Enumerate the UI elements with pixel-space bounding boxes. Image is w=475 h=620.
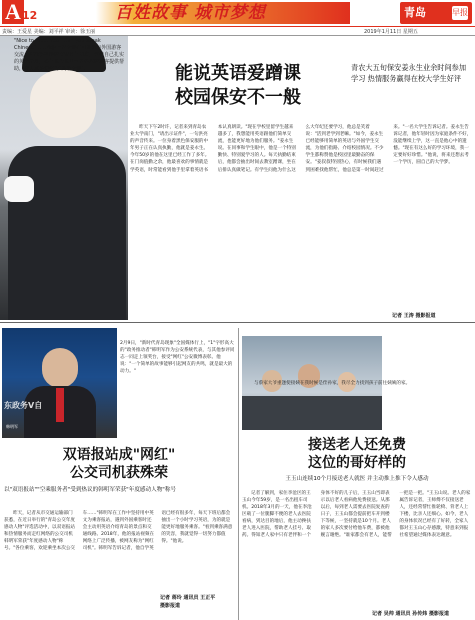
story2-byline-photo: 摄影报道 <box>160 603 181 609</box>
story2-headline <box>4 446 234 482</box>
logo-sub: 早报 <box>452 6 468 20</box>
glove-shape <box>4 176 34 202</box>
section-banner <box>40 2 350 24</box>
header-rule <box>0 26 475 27</box>
story3-body: 记者了解到，家住李沧区的王玉山今年59岁，是一名出租车司机。2018年3月的一天，他在李沧区载了一位腿脚不便的老人去医院看病，到达目的地后，他主动搀扶老人进入医院，帮助老人挂号、取药。得知老人家中只有老伴和一个身体不好的儿子后，王玉山当即表示以后老人看病他免费接送。从那以后，每到老人需要去医院复查的日子，王玉山都会提前把车开到楼下等候，一坚持就是10个月。老人的家人多次要付给他车费，都被他婉言谢绝。"谁家都会有老人，能帮一把是一把。"王玉山说。老人的家属告诉记者，王师傅不仅接送老人，还经常帮忙推轮椅、背老人上下楼，比亲人还细心。如今，老人的身体状况已经有了好转，全家人都对王玉山心存感激，特意来到报社希望通过媒体表达谢意。 <box>242 491 471 538</box>
section-divider <box>0 322 475 323</box>
logo-text: 青岛 <box>404 6 426 19</box>
story2-headline-line1: 双语报站成"网红" <box>62 447 176 463</box>
story3-byline: 记者 吴帅 通讯员 孙传炜 摄影报道 <box>372 611 449 617</box>
story1-body: 昨天下午2时许，记者来到青岛农业大学南门，"请出示证件"，一句洪亮的声音传来。一位身着黑色保安服的中年男子正在认真执勤，他就是姜永生。今年50岁的他在这里已经工作了多年。在门岗值勤之余，他最喜欢的事情就是学英语，时常能看到他手里拿着英语书本认真朗读。"现在学校里留学生越来越多了，我想能用英语跟他们简单交流，也能更好地为他们服务。"姜永生说。在同事和学生眼中，他是一个特别勤快、特别爱学习的人。每天执勤结束后，他都会抽出时间去教室蹭课，坐在后排认真做笔记。有学生问他为什么这么大年纪还要学习，他总是笑着说："活到老学到老嘛。"如今，姜永生已经能够用简单的英语与外国学生交流，为他们指路、介绍校园情况。不少学生都称赞他是校园里最勤奋的保安。"姜叔叔特别热心，有时候我们遇到困难找他帮忙，他总是第一时间赶过来。"一名大学生告诉记者。姜永生告诉记者，他年轻时因为家庭条件不好，没能继续上学，这一直是他心中的遗憾。"现在有这么好的学习环境，我一定要好好珍惜。"他说，将来还想去考一个学历，圆自己的大学梦。 <box>130 125 472 173</box>
guard-photo <box>0 36 128 320</box>
story3-caption: 与蔡家大爷重逢使接姨在我时候是侄孙家，我尽全力找到孩子前往姨姨的家。 <box>254 381 411 386</box>
story1-headline-line1: 能说英语爱蹭课 <box>175 63 301 84</box>
story2-caption: 2月9日，"新时代青岛现象"全国媒体行上，"1"字形高大的"政务推动者"韩明军作为公安系统代表，与其他参评同志一同走上领奖台，接受"网红"公安微博表彰。他说："一个简单的故事能够引起网友的共鸣，就是最大的动力。" <box>120 341 235 374</box>
driver-photo <box>2 328 117 438</box>
backdrop-text: 东政务V自 <box>4 401 43 410</box>
face-shape <box>30 70 96 138</box>
driver-face-shape <box>42 348 78 388</box>
story1-deck: 青农大五旬保安姜永生业余时间参加学习 热情服务赢得在校大学生好评 <box>351 63 467 83</box>
section-title: 百姓故事 城市梦想 <box>115 3 266 23</box>
story1-headline-line2: 校园保安不一般 <box>175 87 301 108</box>
coat-shape <box>8 146 126 320</box>
floor-shape <box>242 396 382 430</box>
driver-tie-shape <box>56 388 64 422</box>
story3-deck: 王玉山连续10个月接送老人就医 并主动推上推下令人感动 <box>285 476 429 482</box>
issue-date: 2019年1月11日 星期五 <box>364 29 418 35</box>
story2-byline: 记者 蒋玲 通讯员 王正平 <box>160 595 216 601</box>
editor-credits: 责编：王爱星 美编：刘平祥 审读：徐玉丽 <box>2 29 96 35</box>
story2-deck: 以"双语报站""空乘服务者"受到热议的韩明军荣获"年度感动人物"称号 <box>4 487 177 493</box>
story1-byline: 记者 王涛 摄影报道 <box>392 313 436 319</box>
story1-intro: "Nice to meet you""Can you speak Chinese"……栈桥上的交警在用英语与外国游客交流。在栈桥执勤的交警青年刘宾，凭借自己扎实的英语功底，多年来为来自世界各地的游客提供帮助，被大家亲切称为"英语交警"。 <box>14 38 125 72</box>
story3-headline <box>242 436 472 472</box>
masthead <box>0 0 475 28</box>
page-letter: A <box>2 0 24 24</box>
story3-headline-line2: 这位的哥好样的 <box>308 455 406 471</box>
story3-headline-line1: 接送老人还免费 <box>308 437 406 453</box>
column-divider <box>238 328 239 620</box>
story1-headline <box>138 62 338 110</box>
story2-body: 昨天，记者从市交通运输部门获悉，在近日举行的"青岛公交年度感动人物"评选活动中，以双语报站和热情服务而走红网络的公交司机韩明军荣获"年度感动人物"称号。"各位乘客，欢迎乘坐本次公交车……"韩明军在工作中坚持用中英文为乘客报站，遇到外国乘客时还会主动用英语介绍青岛的景点和交通线路。2018年，他的报站视频在网络上广泛传播，被网友称为"网红司机"。韩明军告诉记者，他自学英语已经有很多年，每天下班后都会抽出一个小时学习英语，为的就是能更好地服务乘客。"看到乘客满意的笑容，我就觉得一切努力都值得。"他说。 <box>4 511 233 551</box>
story2-photo-credit: 韩明军 <box>6 424 18 429</box>
page-number: 12 <box>22 9 38 22</box>
newspaper-logo <box>400 2 472 24</box>
story2-headline-line2: 公交司机获殊荣 <box>70 465 168 481</box>
